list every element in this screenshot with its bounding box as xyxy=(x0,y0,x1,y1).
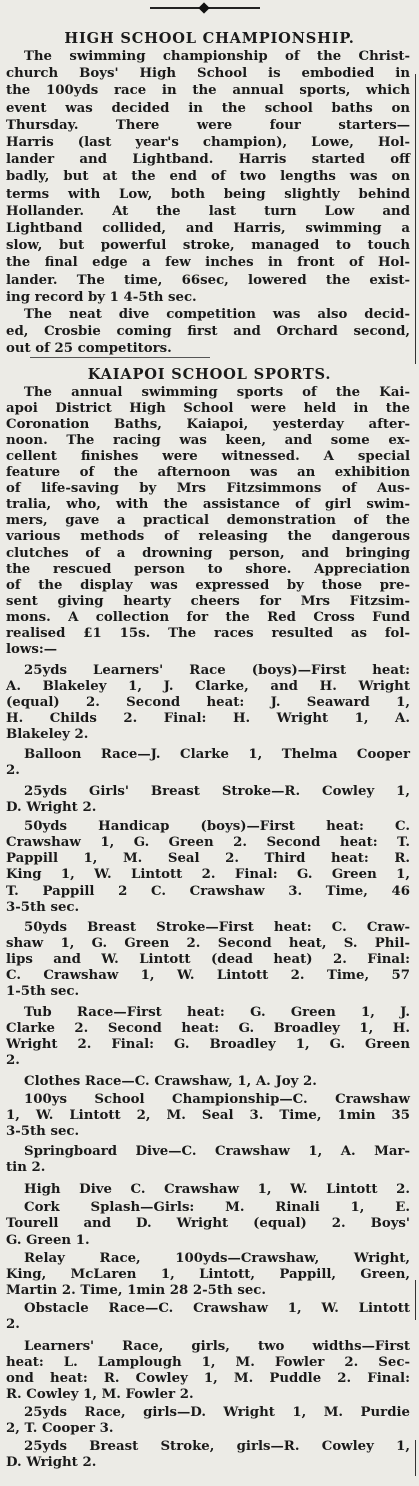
text-line: Pappill 1, M. Seal 2. Third heat: R. xyxy=(6,851,410,867)
text-line: 100ys School Championship—C. Crawshaw xyxy=(24,1092,410,1108)
text-line: R. Cowley 1, M. Fowler 2. xyxy=(6,1386,194,1402)
text-line: Blakeley 2. xyxy=(6,727,89,743)
text-line: Tub Race—First heat: G. Green 1, J. xyxy=(24,1004,410,1020)
text-line: the rescued person to shore. Appreciation xyxy=(6,561,410,577)
text-line: cellent finishes were witnessed. A special xyxy=(6,449,410,465)
text-line: church Boys' High School is embodied in xyxy=(6,66,410,82)
text-line: apoi District High School were held in the xyxy=(6,401,410,417)
text-line: King 1, W. Lintott 2. Final: G. Green 1, xyxy=(6,867,410,883)
text-line: out of 25 competitors. xyxy=(6,341,172,357)
text-line: Coronation Baths, Kaiapoi, yesterday after- xyxy=(6,417,410,433)
text-line: the 100yds race in the annual sports, which xyxy=(6,83,410,99)
text-line: noon. The racing was keen, and some ex- xyxy=(6,433,410,449)
text-line: event was decided in the school baths on xyxy=(6,100,410,116)
top-ornament-rule xyxy=(150,4,260,12)
text-line: A. Blakeley 1, J. Clarke, and H. Wright xyxy=(6,678,410,694)
section-divider xyxy=(30,357,210,358)
text-line: 2. xyxy=(6,763,20,779)
column-rule xyxy=(415,74,417,364)
text-line: High Dive C. Crawshaw 1, W. Lintott 2. xyxy=(24,1182,410,1198)
text-line: 2, T. Cooper 3. xyxy=(6,1421,114,1437)
text-line: Springboard Dive—C. Crawshaw 1, A. Mar- xyxy=(24,1144,410,1160)
text-line: 2. xyxy=(6,1053,20,1068)
text-line: 25yds Girls' Breast Stroke—R. Cowley 1, xyxy=(24,784,410,800)
text-line: Learners' Race, girls, two widths—First xyxy=(24,1338,410,1354)
text-line: Tourell and D. Wright (equal) 2. Boys' xyxy=(6,1216,410,1232)
text-line: Harris (last year's champion), Lowe, Hol- xyxy=(6,135,410,150)
text-line: 2. xyxy=(6,1316,20,1332)
text-line: The annual swimming sports of the Kai- xyxy=(24,385,410,400)
text-line: King, McLaren 1, Lintott, Pappill, Green, xyxy=(6,1266,410,1282)
text-line: lander. The time, 66sec, lowered the exist- xyxy=(6,272,410,288)
column-rule xyxy=(415,1440,417,1476)
text-line: feature of the afternoon was an exhibition xyxy=(6,465,410,481)
text-line: ond heat: R. Cowley 1, M. Puddle 2. Final: xyxy=(6,1370,410,1386)
text-line: Wright 2. Final: G. Broadley 1, G. Green xyxy=(6,1036,410,1052)
text-line: 1, W. Lintott 2, M. Seal 3. Time, 1min 35 xyxy=(6,1108,410,1124)
text-line: Martin 2. Time, 1min 28 2-5th sec. xyxy=(6,1282,267,1298)
text-line: Clothes Race—C. Crawshaw, 1, A. Joy 2. xyxy=(24,1074,317,1090)
text-line: Crawshaw 1, G. Green 2. Second heat: T. xyxy=(6,835,410,851)
text-line: 1-5th sec. xyxy=(6,983,80,999)
text-line: D. Wright 2. xyxy=(6,1455,97,1471)
text-line: mers, gave a practical demonstration of the xyxy=(6,513,410,529)
text-line: 50yds Breast Stroke—First heat: C. Craw- xyxy=(24,919,410,935)
text-line: G. Green 1. xyxy=(6,1232,90,1248)
text-line: tin 2. xyxy=(6,1160,46,1176)
text-line: 25yds Race, girls—D. Wright 1, M. Purdie xyxy=(24,1405,410,1420)
article-headline: HIGH SCHOOL CHAMPIONSHIP. xyxy=(64,30,355,47)
text-line: Cork Splash—Girls: M. Rinali 1, E. xyxy=(24,1200,410,1216)
text-line: lips and W. Lintott (dead heat) 2. Final: xyxy=(6,951,410,967)
text-line: C. Crawshaw 1, W. Lintott 2. Time, 57 xyxy=(6,967,410,983)
text-line: 50yds Handicap (boys)—First heat: C. xyxy=(24,819,410,835)
text-line: Balloon Race—J. Clarke 1, Thelma Cooper xyxy=(24,747,410,763)
column-rule xyxy=(415,1280,417,1320)
text-line: Relay Race, 100yds—Crawshaw, Wright, xyxy=(24,1250,410,1266)
text-line: H. Childs 2. Final: H. Wright 1, A. xyxy=(6,711,410,726)
text-line: T. Pappill 2 C. Crawshaw 3. Time, 46 xyxy=(6,883,410,899)
text-line: The swimming championship of the Christ- xyxy=(24,49,410,64)
article-headline: KAIAPOI SCHOOL SPORTS. xyxy=(87,366,332,383)
text-line: badly, but at the end of two lengths was on xyxy=(6,169,410,185)
text-line: Hollander. At the last turn Low and xyxy=(6,203,410,219)
text-line: 3-5th sec. xyxy=(6,899,80,915)
text-line: Obstacle Race—C. Crawshaw 1, W. Lintott xyxy=(24,1300,410,1316)
text-line: (equal) 2. Second heat: J. Seaward 1, xyxy=(6,694,410,710)
text-line: Lightband collided, and Harris, swimming a xyxy=(6,221,410,236)
text-line: Thursday. There were four starters— xyxy=(6,117,410,133)
diamond-ornament-icon xyxy=(198,2,209,13)
text-line: ing record by 1 4-5th sec. xyxy=(6,289,197,305)
text-line: heat: L. Lamplough 1, M. Fowler 2. Sec- xyxy=(6,1354,410,1370)
text-line: tralia, who, with the assistance of girl swim- xyxy=(6,497,410,513)
text-line: lows:— xyxy=(6,641,58,657)
text-line: lander and Lightband. Harris started off xyxy=(6,152,410,168)
text-line: Clarke 2. Second heat: G. Broadley 1, H. xyxy=(6,1020,410,1036)
text-line: of life-saving by Mrs Fitzsimmons of Aus- xyxy=(6,481,410,497)
text-line: clutches of a drowning person, and bringing xyxy=(6,545,410,561)
text-line: the final edge a few inches in front of Hol- xyxy=(6,255,410,271)
text-line: slow, but powerful stroke, managed to touch xyxy=(6,238,410,254)
text-line: D. Wright 2. xyxy=(6,800,97,816)
text-line: various methods of releasing the dangerous xyxy=(6,529,410,545)
text-line: 25yds Breast Stroke, girls—R. Cowley 1, xyxy=(24,1439,410,1455)
text-line: 25yds Learners' Race (boys)—First heat: xyxy=(24,662,410,678)
text-line: 3-5th sec. xyxy=(6,1124,80,1140)
text-line: sent giving hearty cheers for Mrs Fitzsim- xyxy=(6,593,410,609)
text-line: shaw 1, G. Green 2. Second heat, S. Phil- xyxy=(6,935,410,951)
text-line: terms with Low, both being slightly behind xyxy=(6,186,410,202)
text-line: realised £1 15s. The races resulted as fol- xyxy=(6,625,410,641)
text-line: The neat dive competition was also decid- xyxy=(24,307,410,322)
text-line: of the display was expressed by those pre- xyxy=(6,577,410,593)
text-line: mons. A collection for the Red Cross Fund xyxy=(6,609,410,625)
text-line: ed, Crosbie coming first and Orchard second, xyxy=(6,324,410,340)
